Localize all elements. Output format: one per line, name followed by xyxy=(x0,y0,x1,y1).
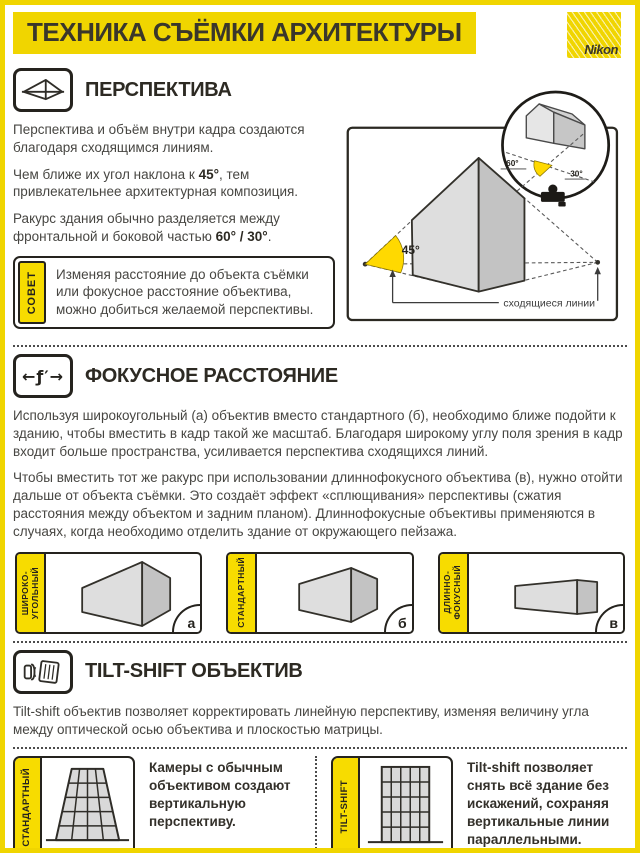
perspective-text-column xyxy=(13,64,335,338)
tip-box xyxy=(13,256,335,329)
p2-bold-45: 45° xyxy=(198,166,219,182)
focal-header xyxy=(13,354,627,398)
lensbox-wide xyxy=(15,552,202,634)
panel-tiltshift-label: TILT-SHIFT xyxy=(339,780,351,834)
panel-standard-label: СТАНДАРТНЫЙ xyxy=(21,767,33,847)
divider-2 xyxy=(13,641,627,643)
perspective-paragraph-1: Перспектива и объём внутри кадра создаются благодаря сходящимся линиям. xyxy=(13,122,305,155)
tiltshift-header xyxy=(13,650,627,694)
angle-60-label: 60° xyxy=(506,159,519,169)
page-title: ТЕХНИКА СЪЁМКИ АРХИТЕКТУРЫ xyxy=(13,12,476,54)
p3-post: . xyxy=(267,229,272,245)
focal-title: ФОКУСНОЕ РАССТОЯНИЕ xyxy=(85,364,338,387)
panel-tiltshift xyxy=(315,756,627,853)
header xyxy=(13,12,627,58)
section-perspective xyxy=(13,64,627,338)
perspective-icon-glyph xyxy=(21,76,65,104)
lensbox-wide-label: ШИРОКО- УГОЛЬНЫЙ xyxy=(19,566,40,619)
tip-label: СОВЕТ xyxy=(25,270,38,314)
tiltshift-lens-icon xyxy=(13,650,73,694)
lensbox-standard xyxy=(226,552,413,634)
section-focal xyxy=(13,354,627,634)
focal-length-icon-glyph: ←ƒ′→ xyxy=(22,366,64,386)
p3-pre: Ракурс здания обычно разделяется между фронтальной и боковой частью xyxy=(13,211,280,245)
focal-paragraph-1: Используя широкоугольный (а) объектив вместо стандартного (б), необходимо ближе подойти к зданию, чтобы вместить в кадр такой же масштаб. Благодаря широкому углу поля зрения в кадр входит больше пространства, усиливается перспектива сходящихся линий. xyxy=(13,408,623,459)
p2-post: , тем привлекательнее архитектурная композиция. xyxy=(13,166,299,200)
focal-length-icon xyxy=(13,354,73,398)
panel-standard-box xyxy=(13,756,135,853)
panel-standard-text: Камеры с обычным объективом создают вертикальную перспективу. xyxy=(149,760,291,829)
lensbox-standard-art xyxy=(257,554,411,632)
lensbox-telephoto-art xyxy=(469,554,623,632)
panel-standard-building xyxy=(42,758,133,853)
lensbox-wide-letter: а xyxy=(172,604,200,632)
lensbox-wide-art xyxy=(46,554,200,632)
section-tiltshift xyxy=(13,650,627,853)
lensbox-wide-strip xyxy=(17,554,46,632)
angle-30-label: 30° xyxy=(570,169,583,179)
tiltshift-paragraph-1: Tilt-shift объектив позволяет корректировать линейную перспективу, изменяя величину угла между оптической осью объектива и плоскостью матрицы. xyxy=(13,703,589,737)
tiltshift-title: TILT-SHIFT ОБЪЕКТИВ xyxy=(85,660,303,683)
panel-tiltshift-building xyxy=(360,758,451,853)
perspective-title: ПЕРСПЕКТИВА xyxy=(85,78,232,101)
perspective-icon xyxy=(13,68,73,112)
nikon-logo xyxy=(567,12,621,58)
nikon-logo-text: Nikon xyxy=(584,42,618,57)
converging-lines-caption: сходящиеся линии xyxy=(503,297,596,310)
panel-standard-strip xyxy=(15,758,42,853)
perspective-header xyxy=(13,68,335,112)
divider-1 xyxy=(13,345,627,347)
divider-3 xyxy=(13,747,627,749)
panel-tiltshift-strip xyxy=(333,758,360,853)
tiltshift-lens-icon-glyph xyxy=(21,658,65,686)
panel-standard xyxy=(13,756,309,853)
angle-45-label: 45° xyxy=(401,243,420,258)
p2-pre: Чем ближе их угол наклона к xyxy=(13,166,199,182)
focal-paragraph-2: Чтобы вместить тот же ракурс при использовании длиннофокусного объектива (в), нужно отойти дальше от объекта съёмки. Это создаёт эффект «сплющивания» перспективы (сжатия расстояния между объектом и задним планом). Длиннофокусные объективы применяются в случаях, когда необходимо отделить здание от окружающего пейзажа. xyxy=(13,470,623,539)
perspective-paragraph-2 xyxy=(13,166,335,202)
lensbox-telephoto-letter: в xyxy=(595,604,623,632)
tip-label-strip xyxy=(18,261,46,324)
lensbox-telephoto-label: ДЛИННО- ФОКУСНЫЙ xyxy=(442,565,463,620)
lensbox-standard-letter: б xyxy=(384,604,412,632)
perspective-diagram xyxy=(345,64,627,338)
panel-tiltshift-text: Tilt-shift позволяет снять всё здание без искажений, сохраняя вертикальные линии параллельными. xyxy=(467,760,610,847)
perspective-diagram-column xyxy=(345,64,627,338)
tiltshift-panels xyxy=(13,756,627,853)
panel-tiltshift-box xyxy=(331,756,453,853)
tip-text: Изменяя расстояние до объекта съёмки или фокусное расстояние объектива, можно добиться желаемой перспективы. xyxy=(56,266,314,317)
lensbox-standard-label: СТАНДАРТНЫЙ xyxy=(235,557,246,629)
perspective-paragraph-3 xyxy=(13,210,335,246)
p3-bold-6030: 60° / 30° xyxy=(215,229,268,245)
lens-comparison-row xyxy=(15,552,625,634)
lensbox-telephoto xyxy=(438,552,625,634)
lensbox-standard-strip xyxy=(228,554,257,632)
lensbox-telephoto-strip xyxy=(440,554,469,632)
